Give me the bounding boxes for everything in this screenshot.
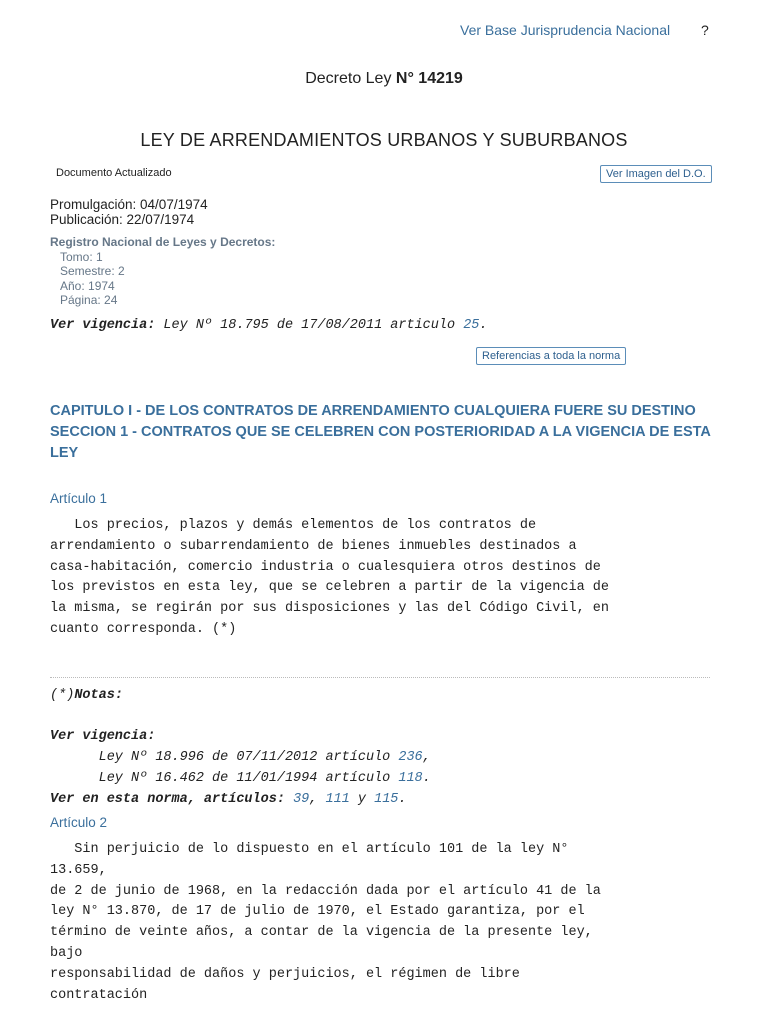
registro-pagina: Página: 24 [60,292,118,307]
dates-block [50,197,208,227]
notes-ley1-link[interactable]: 236 [398,750,423,765]
capitulo-title: CAPITULO I - DE LOS CONTRATOS DE ARRENDAMIENTO CUALQUIERA FUERE SU DESTINO [50,403,696,419]
registro-title: Registro Nacional de Leyes y Decretos: [50,235,276,249]
notes-art-115-link[interactable]: 115 [374,792,399,807]
vigencia-end: . [479,318,488,333]
vigencia-label: Ver vigencia: [50,318,156,333]
publicacion-date: Publicación: 22/07/1974 [50,212,195,227]
notes-ley2-text: Ley Nº 16.462 de 11/01/1994 artículo [50,771,399,786]
registro-anio: Año: 1974 [60,278,115,293]
notes-prefix: (*) [50,688,75,703]
notes-art-111-link[interactable]: 111 [325,792,350,807]
seccion-title: SECCION 1 - CONTRATOS QUE SE CELEBREN CON POSTERIORIDAD A LA VIGENCIA DE ESTA LEY [50,424,711,461]
vigencia-text: Ley Nº 18.795 de 17/08/2011 articulo [155,318,464,333]
help-icon[interactable]: ? [701,22,709,38]
notes-heading [50,688,123,703]
referencias-button[interactable]: Referencias a toda la norma [476,347,626,365]
notes-divider [50,677,710,678]
decree-prefix: Decreto Ley [305,70,392,87]
notes-block [50,726,431,810]
registro-items [60,250,125,307]
articulo-2-body: Sin perjuicio de lo dispuesto en el artículo 101 de la ley N° 13.659, de 2 de junio de 1968, en la redacción dada por el artículo 41 de la ley N° 13.870, de 17 de julio de 1970, el Estado garantiza, por el término de veinte años, a contar de la vigencia de la presente ley, bajo responsabilidad de daños y perjuicios, el régimen de libre contratación [50,842,601,1003]
notes-sep2: y [349,792,375,807]
notes-ley2-end: . [422,771,431,786]
vigencia-article-link[interactable]: 25 [463,318,480,333]
notes-vigencia-label: Ver vigencia: [50,729,156,744]
notes-ley2-link[interactable]: 118 [398,771,423,786]
notes-label: Notas: [74,688,123,703]
notes-ley1-text: Ley Nº 18.996 de 07/11/2012 artículo [50,750,399,765]
articulo-2-heading[interactable]: Artículo 2 [50,815,108,830]
promulgacion-date: Promulgación: 04/07/1974 [50,197,208,212]
document-status: Documento Actualizado [56,167,172,179]
notes-art-39-link[interactable]: 39 [293,792,310,807]
notes-ver-norma-label: Ver en esta norma, artículos: [50,792,285,807]
notes-sep1: , [309,792,326,807]
vigencia-line [50,318,488,333]
law-title: LEY DE ARRENDAMIENTOS URBANOS Y SUBURBANOS [140,130,628,150]
articulo-1-heading[interactable]: Artículo 1 [50,491,108,506]
notes-ley1-end: , [422,750,431,765]
chapter-heading [50,401,730,464]
decree-number: N° 14219 [395,70,463,87]
jurisprudencia-link[interactable]: Ver Base Jurisprudencia Nacional [460,22,671,38]
registro-semestre: Semestre: 2 [60,264,125,279]
decree-heading [0,70,768,88]
notes-end: . [398,792,407,807]
registro-tomo: Tomo: 1 [60,250,103,264]
ver-imagen-button[interactable]: Ver Imagen del D.O. [600,165,712,183]
articulo-1-body: Los precios, plazos y demás elementos de los contratos de arrendamiento o subarrendamiento de bienes inmuebles destinados a casa-habitación, comercio industria o cualesquiera otros destinos de los previstos en esta ley, que se celebren a partir de la vigencia de la misma, se regirán por sus disposiciones y las del Código Civil, en cuanto corresponda. (*) [50,518,609,637]
